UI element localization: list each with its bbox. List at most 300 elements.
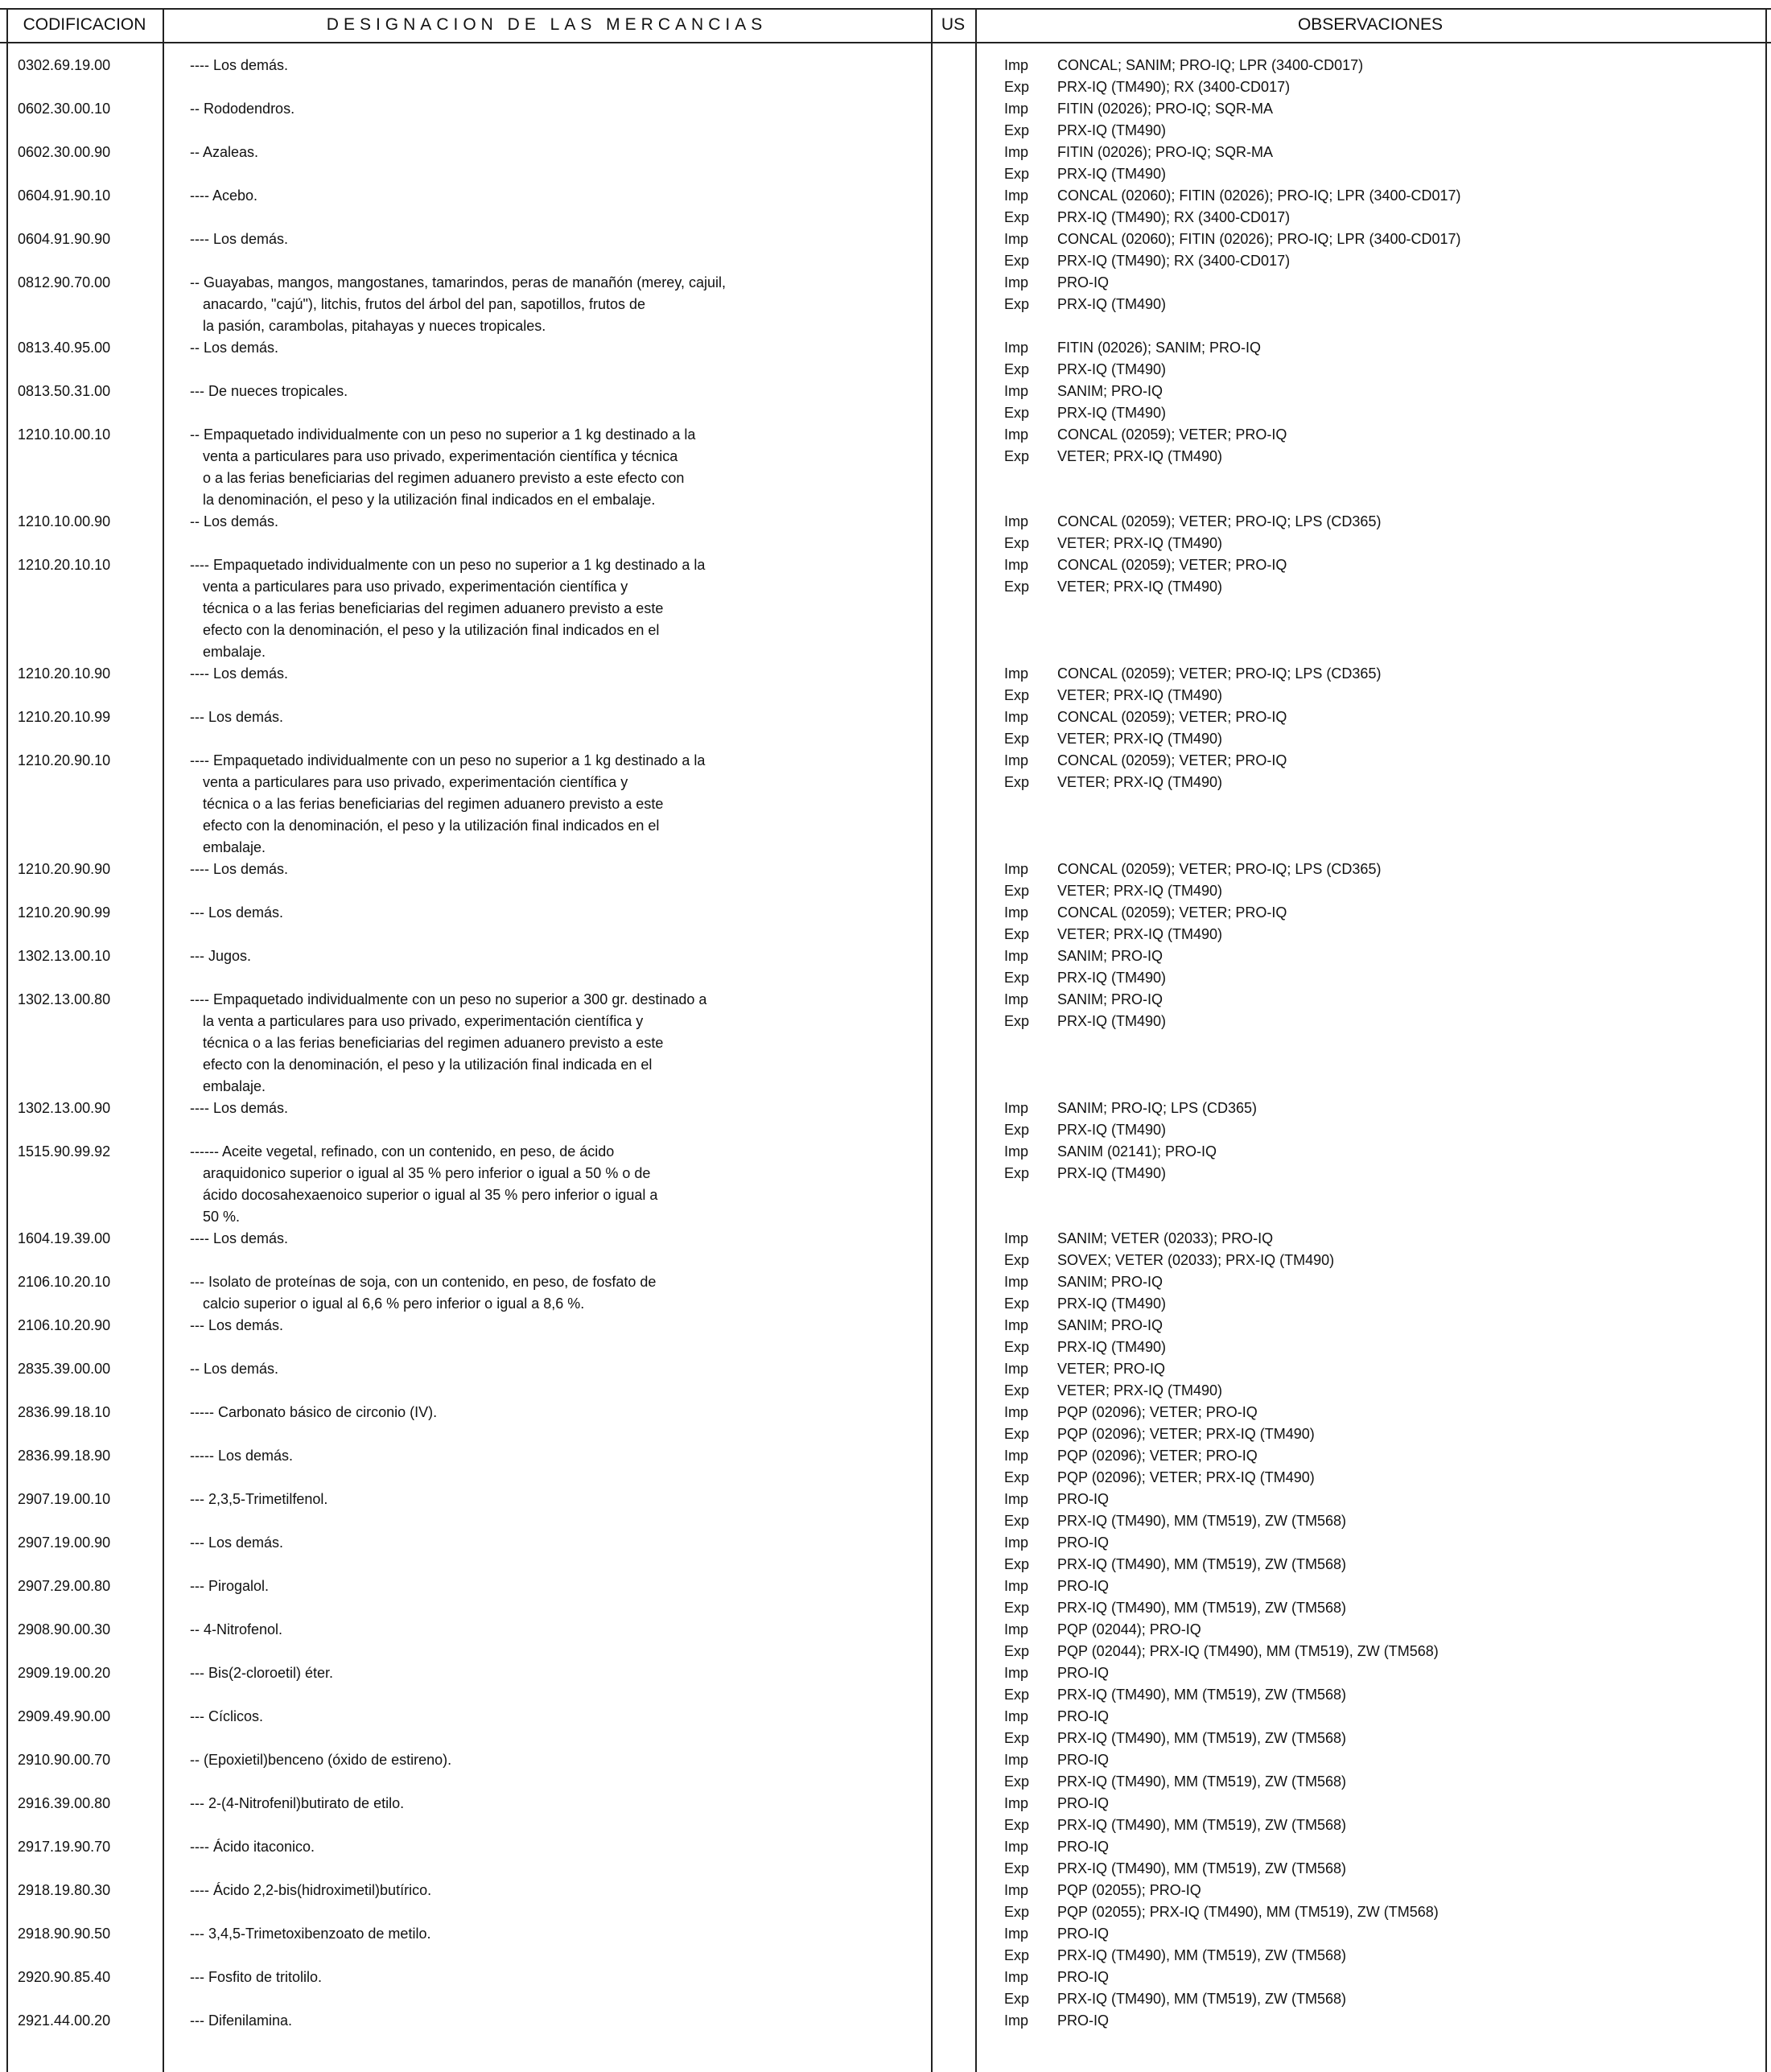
observations xyxy=(1004,1706,1769,1749)
control-codes: PRX-IQ (TM490); RX (3400-CD017) xyxy=(1057,209,1291,225)
designation-line: técnica o a las ferias beneficiarias del regimen aduanero previsto a este xyxy=(203,600,664,616)
observations xyxy=(1004,1880,1769,1923)
observation-line xyxy=(1004,337,1769,359)
designation-line: --- Bis(2-cloroetil) éter. xyxy=(190,1665,334,1681)
tariff-code: 1210.20.10.10 xyxy=(18,557,111,573)
goods-designation xyxy=(190,185,818,207)
trade-direction: Imp xyxy=(1004,1926,1029,1942)
observation-line xyxy=(1004,924,1769,945)
observations xyxy=(1004,989,1769,1032)
trade-direction: Exp xyxy=(1004,1730,1030,1746)
tariff-code: 2916.39.00.80 xyxy=(18,1795,111,1811)
trade-direction: Exp xyxy=(1004,535,1030,551)
designation-line: técnica o a las ferias beneficiarias del regimen aduanero previsto a este xyxy=(203,796,664,812)
goods-designation xyxy=(190,1967,818,1988)
designation-line: --- Isolato de proteínas de soja, con un contenido, en peso, de fosfato de xyxy=(190,1274,657,1290)
trade-direction: Exp xyxy=(1004,1513,1030,1529)
observation-line xyxy=(1004,381,1769,402)
control-codes: VETER; PRX-IQ (TM490) xyxy=(1057,579,1223,595)
goods-designation xyxy=(190,1923,818,1945)
goods-designation xyxy=(190,1749,818,1771)
header-codificacion: CODIFICACION xyxy=(23,15,146,34)
trade-direction: Exp xyxy=(1004,970,1030,986)
trade-direction: Imp xyxy=(1004,665,1029,682)
goods-designation xyxy=(190,2010,818,2032)
observation-line xyxy=(1004,1489,1769,1510)
observations xyxy=(1004,1532,1769,1576)
observation-line xyxy=(1004,728,1769,750)
goods-designation xyxy=(190,859,818,880)
observation-line xyxy=(1004,663,1769,685)
observations xyxy=(1004,55,1769,98)
goods-designation xyxy=(190,1402,818,1423)
control-codes: VETER; PRX-IQ (TM490) xyxy=(1057,926,1223,942)
trade-direction: Exp xyxy=(1004,1296,1030,1312)
observation-line xyxy=(1004,1771,1769,1793)
control-codes: FITIN (02026); SANIM; PRO-IQ xyxy=(1057,340,1262,356)
designation-line: efecto con la denominación, el peso y la utilización final indicados en el xyxy=(203,622,660,638)
observation-line xyxy=(1004,98,1769,120)
observation-line xyxy=(1004,533,1769,554)
goods-designation xyxy=(190,98,818,120)
trade-direction: Imp xyxy=(1004,2012,1029,2029)
designation-line: --- Los demás. xyxy=(190,904,284,921)
trade-direction: Imp xyxy=(1004,1404,1029,1420)
control-codes: SANIM; PRO-IQ xyxy=(1057,948,1164,964)
column-divider-designation xyxy=(931,8,933,2072)
control-codes: PRX-IQ (TM490) xyxy=(1057,1013,1167,1029)
tariff-code: 1302.13.00.10 xyxy=(18,948,111,964)
observations xyxy=(1004,337,1769,381)
designation-line: ---- Ácido itaconico. xyxy=(190,1839,315,1855)
trade-direction: Exp xyxy=(1004,1165,1030,1181)
control-codes: PRX-IQ (TM490), MM (TM519), ZW (TM568) xyxy=(1057,1991,1347,2007)
control-codes: PRO-IQ xyxy=(1057,274,1110,290)
designation-line: -- Los demás. xyxy=(190,340,279,356)
goods-designation xyxy=(190,1489,818,1510)
observation-line xyxy=(1004,576,1769,598)
tariff-code: 1210.20.90.99 xyxy=(18,904,111,921)
observation-line xyxy=(1004,1119,1769,1141)
observation-line xyxy=(1004,1967,1769,1988)
designation-line: ácido docosahexaenoico superior o igual al 35 % pero inferior o igual a xyxy=(203,1187,658,1203)
goods-designation xyxy=(190,1228,818,1250)
observation-line xyxy=(1004,1423,1769,1445)
tariff-code: 0813.50.31.00 xyxy=(18,383,111,399)
trade-direction: Exp xyxy=(1004,579,1030,595)
observations xyxy=(1004,185,1769,229)
trade-direction: Imp xyxy=(1004,1317,1029,1333)
tariff-code: 2921.44.00.20 xyxy=(18,2012,111,2029)
goods-designation xyxy=(190,1141,818,1228)
control-codes: PQP (02096); VETER; PRX-IQ (TM490) xyxy=(1057,1426,1315,1442)
observations xyxy=(1004,1141,1769,1184)
observations xyxy=(1004,1967,1769,2010)
tariff-code: 2106.10.20.10 xyxy=(18,1274,111,1290)
control-codes: PRX-IQ (TM490), MM (TM519), ZW (TM568) xyxy=(1057,1687,1347,1703)
observations xyxy=(1004,1662,1769,1706)
trade-direction: Exp xyxy=(1004,774,1030,790)
control-codes: PRO-IQ xyxy=(1057,1926,1110,1942)
observation-line xyxy=(1004,945,1769,967)
observation-line xyxy=(1004,446,1769,468)
trade-direction: Imp xyxy=(1004,1143,1029,1160)
goods-designation xyxy=(190,1793,818,1815)
control-codes: VETER; PRX-IQ (TM490) xyxy=(1057,731,1223,747)
trade-direction: Exp xyxy=(1004,1904,1030,1920)
trade-direction: Imp xyxy=(1004,1665,1029,1681)
designation-line: --- Fosfito de tritolilo. xyxy=(190,1969,323,1985)
trade-direction: Exp xyxy=(1004,1339,1030,1355)
control-codes: SANIM; PRO-IQ xyxy=(1057,1317,1164,1333)
trade-direction: Exp xyxy=(1004,1991,1030,2007)
tariff-code: 0602.30.00.10 xyxy=(18,101,111,117)
designation-line: venta a particulares para uso privado, experimentación científica y xyxy=(203,774,628,790)
observation-line xyxy=(1004,163,1769,185)
control-codes: VETER; PRO-IQ xyxy=(1057,1361,1166,1377)
observations xyxy=(1004,1358,1769,1402)
designation-line: efecto con la denominación, el peso y la utilización final indicada en el xyxy=(203,1057,653,1073)
goods-designation xyxy=(190,1445,818,1467)
control-codes: PRX-IQ (TM490) xyxy=(1057,166,1167,182)
tariff-code: 0604.91.90.90 xyxy=(18,231,111,247)
trade-direction: Exp xyxy=(1004,1817,1030,1833)
trade-direction: Imp xyxy=(1004,1795,1029,1811)
observation-line xyxy=(1004,685,1769,706)
observations xyxy=(1004,945,1769,989)
goods-designation xyxy=(190,1576,818,1597)
goods-designation xyxy=(190,945,818,967)
observation-line xyxy=(1004,1923,1769,1945)
designation-line: ------ Aceite vegetal, refinado, con un contenido, en peso, de ácido xyxy=(190,1143,615,1160)
observation-line xyxy=(1004,706,1769,728)
trade-direction: Imp xyxy=(1004,904,1029,921)
trade-direction: Exp xyxy=(1004,1426,1030,1442)
designation-line: ---- Empaquetado individualmente con un peso no superior a 300 gr. destinado a xyxy=(190,991,707,1007)
observation-line xyxy=(1004,880,1769,902)
observations xyxy=(1004,1315,1769,1358)
trade-direction: Imp xyxy=(1004,1274,1029,1290)
designation-line: calcio superior o igual al 6,6 % pero inferior o igual a 8,6 %. xyxy=(203,1296,585,1312)
observations xyxy=(1004,272,1769,315)
observation-line xyxy=(1004,1836,1769,1858)
observations xyxy=(1004,859,1769,902)
tariff-code: 2907.19.00.90 xyxy=(18,1534,111,1551)
tariff-code: 1210.20.10.99 xyxy=(18,709,111,725)
control-codes: SANIM; PRO-IQ xyxy=(1057,1274,1164,1290)
trade-direction: Imp xyxy=(1004,274,1029,290)
designation-line: --- Difenilamina. xyxy=(190,2012,293,2029)
designation-line: embalaje. xyxy=(203,839,266,855)
observation-line xyxy=(1004,554,1769,576)
control-codes: PRX-IQ (TM490) xyxy=(1057,1296,1167,1312)
observations xyxy=(1004,1489,1769,1532)
control-codes: CONCAL (02060); FITIN (02026); PRO-IQ; LPR (3400-CD017) xyxy=(1057,187,1461,204)
designation-line: --- De nueces tropicales. xyxy=(190,383,348,399)
tariff-code: 2909.49.90.00 xyxy=(18,1708,111,1724)
tariff-code: 1210.20.10.90 xyxy=(18,665,111,682)
observation-line xyxy=(1004,1293,1769,1315)
designation-line: ---- Los demás. xyxy=(190,57,289,73)
observation-line xyxy=(1004,120,1769,142)
designation-line: --- Los demás. xyxy=(190,1317,284,1333)
trade-direction: Exp xyxy=(1004,1600,1030,1616)
trade-direction: Imp xyxy=(1004,383,1029,399)
observations xyxy=(1004,1402,1769,1445)
trade-direction: Exp xyxy=(1004,448,1030,464)
observations xyxy=(1004,1836,1769,1880)
observation-line xyxy=(1004,185,1769,207)
observations xyxy=(1004,1228,1769,1271)
trade-direction: Exp xyxy=(1004,1469,1030,1485)
observation-line xyxy=(1004,142,1769,163)
control-codes: PRO-IQ xyxy=(1057,1752,1110,1768)
goods-designation xyxy=(190,1619,818,1641)
designation-line: ---- Empaquetado individualmente con un peso no superior a 1 kg destinado a la xyxy=(190,557,706,573)
observation-line xyxy=(1004,1576,1769,1597)
control-codes: PQP (02055); PRO-IQ xyxy=(1057,1882,1201,1898)
control-codes: VETER; PRX-IQ (TM490) xyxy=(1057,774,1223,790)
trade-direction: Imp xyxy=(1004,709,1029,725)
goods-designation xyxy=(190,554,818,663)
trade-direction: Imp xyxy=(1004,1448,1029,1464)
control-codes: VETER; PRX-IQ (TM490) xyxy=(1057,687,1223,703)
trade-direction: Imp xyxy=(1004,557,1029,573)
control-codes: CONCAL (02059); VETER; PRO-IQ xyxy=(1057,557,1287,573)
control-codes: PQP (02055); PRX-IQ (TM490), MM (TM519), ZW (TM568) xyxy=(1057,1904,1439,1920)
control-codes: PRX-IQ (TM490), MM (TM519), ZW (TM568) xyxy=(1057,1556,1347,1572)
trade-direction: Imp xyxy=(1004,1621,1029,1637)
observation-line xyxy=(1004,511,1769,533)
observation-line xyxy=(1004,1554,1769,1576)
control-codes: PQP (02044); PRO-IQ xyxy=(1057,1621,1201,1637)
goods-designation xyxy=(190,1836,818,1858)
designation-line: técnica o a las ferias beneficiarias del regimen aduanero previsto a este xyxy=(203,1035,664,1051)
control-codes: PRX-IQ (TM490), MM (TM519), ZW (TM568) xyxy=(1057,1947,1347,1963)
observations xyxy=(1004,1749,1769,1793)
trade-direction: Imp xyxy=(1004,340,1029,356)
observation-line xyxy=(1004,55,1769,76)
control-codes: SANIM; VETER (02033); PRO-IQ xyxy=(1057,1230,1274,1246)
trade-direction: Exp xyxy=(1004,883,1030,899)
observation-line xyxy=(1004,1684,1769,1706)
trade-direction: Imp xyxy=(1004,991,1029,1007)
trade-direction: Imp xyxy=(1004,1882,1029,1898)
designation-line: embalaje. xyxy=(203,1078,266,1094)
goods-designation xyxy=(190,337,818,359)
designation-line: ---- Los demás. xyxy=(190,861,289,877)
observation-line xyxy=(1004,1467,1769,1489)
observation-line xyxy=(1004,402,1769,424)
tariff-code: 2836.99.18.90 xyxy=(18,1448,111,1464)
control-codes: CONCAL (02059); VETER; PRO-IQ; LPS (CD365) xyxy=(1057,513,1382,529)
control-codes: CONCAL (02059); VETER; PRO-IQ xyxy=(1057,426,1287,443)
observation-line xyxy=(1004,1945,1769,1967)
observations xyxy=(1004,1576,1769,1619)
observations xyxy=(1004,142,1769,185)
designation-line: 50 %. xyxy=(203,1209,241,1225)
control-codes: CONCAL (02059); VETER; PRO-IQ xyxy=(1057,752,1287,768)
designation-line: -- Los demás. xyxy=(190,513,279,529)
observation-line xyxy=(1004,1271,1769,1293)
trade-direction: Exp xyxy=(1004,1013,1030,1029)
goods-designation xyxy=(190,1271,818,1315)
control-codes: PRO-IQ xyxy=(1057,1665,1110,1681)
header-divider xyxy=(0,42,1771,43)
trade-direction: Exp xyxy=(1004,166,1030,182)
observation-line xyxy=(1004,1402,1769,1423)
goods-designation xyxy=(190,272,818,337)
observation-line xyxy=(1004,989,1769,1011)
control-codes: PQP (02044); PRX-IQ (TM490), MM (TM519), ZW (TM568) xyxy=(1057,1643,1439,1659)
control-codes: FITIN (02026); PRO-IQ; SQR-MA xyxy=(1057,144,1274,160)
control-codes: PRX-IQ (TM490), MM (TM519), ZW (TM568) xyxy=(1057,1817,1347,1833)
goods-designation xyxy=(190,750,818,859)
observation-line xyxy=(1004,902,1769,924)
tariff-code: 2908.90.00.30 xyxy=(18,1621,111,1637)
control-codes: SANIM; PRO-IQ; LPS (CD365) xyxy=(1057,1100,1258,1116)
column-divider-us xyxy=(975,8,977,2072)
trade-direction: Imp xyxy=(1004,144,1029,160)
control-codes: PRO-IQ xyxy=(1057,1534,1110,1551)
observation-line xyxy=(1004,1380,1769,1402)
goods-designation xyxy=(190,511,818,533)
trade-direction: Imp xyxy=(1004,187,1029,204)
observations xyxy=(1004,2010,1769,2032)
trade-direction: Imp xyxy=(1004,1534,1029,1551)
observation-line xyxy=(1004,1988,1769,2010)
control-codes: PRX-IQ (TM490) xyxy=(1057,361,1167,377)
goods-designation xyxy=(190,706,818,728)
designation-line: la venta a particulares para uso privado, experimentación científica y xyxy=(203,1013,644,1029)
observation-line xyxy=(1004,1749,1769,1771)
control-codes: CONCAL (02059); VETER; PRO-IQ; LPS (CD365) xyxy=(1057,665,1382,682)
designation-line: -- Rododendros. xyxy=(190,101,295,117)
goods-designation xyxy=(190,1358,818,1380)
control-codes: PRX-IQ (TM490) xyxy=(1057,405,1167,421)
trade-direction: Imp xyxy=(1004,101,1029,117)
goods-designation xyxy=(190,1098,818,1119)
trade-direction: Imp xyxy=(1004,1361,1029,1377)
tariff-code: 2917.19.90.70 xyxy=(18,1839,111,1855)
control-codes: PRX-IQ (TM490), MM (TM519), ZW (TM568) xyxy=(1057,1860,1347,1876)
observations xyxy=(1004,1098,1769,1141)
tariff-code: 1515.90.99.92 xyxy=(18,1143,111,1160)
trade-direction: Exp xyxy=(1004,253,1030,269)
tariff-code: 2907.19.00.10 xyxy=(18,1491,111,1507)
designation-line: ---- Los demás. xyxy=(190,231,289,247)
observations xyxy=(1004,1923,1769,1967)
control-codes: CONCAL (02060); FITIN (02026); PRO-IQ; LPR (3400-CD017) xyxy=(1057,231,1461,247)
observation-line xyxy=(1004,1250,1769,1271)
designation-line: --- Los demás. xyxy=(190,709,284,725)
observation-line xyxy=(1004,229,1769,250)
goods-designation xyxy=(190,381,818,402)
observation-line xyxy=(1004,1619,1769,1641)
designation-line: venta a particulares para uso privado, experimentación científica y técnica xyxy=(203,448,678,464)
designation-line: anacardo, "cajú"), litchis, frutos del árbol del pan, sapotillos, frutos de xyxy=(203,296,646,312)
trade-direction: Exp xyxy=(1004,296,1030,312)
observations xyxy=(1004,902,1769,945)
designation-line: -- (Epoxietil)benceno (óxido de estireno). xyxy=(190,1752,452,1768)
tariff-code: 2909.19.00.20 xyxy=(18,1665,111,1681)
observation-line xyxy=(1004,1163,1769,1184)
control-codes: SOVEX; VETER (02033); PRX-IQ (TM490) xyxy=(1057,1252,1335,1268)
observation-line xyxy=(1004,1815,1769,1836)
designation-line: --- 3,4,5-Trimetoxibenzoato de metilo. xyxy=(190,1926,431,1942)
tariff-code: 0302.69.19.00 xyxy=(18,57,111,73)
tariff-code: 0602.30.00.90 xyxy=(18,144,111,160)
designation-line: -- Guayabas, mangos, mangostanes, tamarindos, peras de manañón (merey, cajuil, xyxy=(190,274,726,290)
control-codes: PRO-IQ xyxy=(1057,1969,1110,1985)
control-codes: PRO-IQ xyxy=(1057,1795,1110,1811)
trade-direction: Exp xyxy=(1004,122,1030,138)
control-codes: SANIM; PRO-IQ xyxy=(1057,991,1164,1007)
observations xyxy=(1004,1793,1769,1836)
table-border-left xyxy=(6,8,8,2072)
observations xyxy=(1004,424,1769,468)
tariff-code: 2836.99.18.10 xyxy=(18,1404,111,1420)
observation-line xyxy=(1004,967,1769,989)
control-codes: PRX-IQ (TM490), MM (TM519), ZW (TM568) xyxy=(1057,1773,1347,1790)
trade-direction: Exp xyxy=(1004,1643,1030,1659)
designation-line: --- Jugos. xyxy=(190,948,252,964)
trade-direction: Exp xyxy=(1004,405,1030,421)
tariff-code: 2907.29.00.80 xyxy=(18,1578,111,1594)
trade-direction: Imp xyxy=(1004,426,1029,443)
trade-direction: Imp xyxy=(1004,1969,1029,1985)
tariff-code: 2835.39.00.00 xyxy=(18,1361,111,1377)
trade-direction: Imp xyxy=(1004,231,1029,247)
tariff-code: 1210.20.90.90 xyxy=(18,861,111,877)
observation-line xyxy=(1004,1228,1769,1250)
control-codes: PQP (02096); VETER; PRO-IQ xyxy=(1057,1448,1258,1464)
control-codes: PRO-IQ xyxy=(1057,1491,1110,1507)
table-border-top xyxy=(0,8,1771,10)
control-codes: PRX-IQ (TM490) xyxy=(1057,970,1167,986)
trade-direction: Imp xyxy=(1004,1752,1029,1768)
control-codes: PQP (02096); VETER; PRO-IQ xyxy=(1057,1404,1258,1420)
control-codes: PQP (02096); VETER; PRX-IQ (TM490) xyxy=(1057,1469,1315,1485)
control-codes: SANIM (02141); PRO-IQ xyxy=(1057,1143,1217,1160)
goods-designation xyxy=(190,1532,818,1554)
trade-direction: Exp xyxy=(1004,687,1030,703)
trade-direction: Imp xyxy=(1004,1708,1029,1724)
control-codes: VETER; PRX-IQ (TM490) xyxy=(1057,1382,1223,1398)
trade-direction: Exp xyxy=(1004,1860,1030,1876)
trade-direction: Imp xyxy=(1004,1491,1029,1507)
observations xyxy=(1004,1619,1769,1662)
goods-designation xyxy=(190,989,818,1098)
control-codes: PRX-IQ (TM490) xyxy=(1057,1165,1167,1181)
observations xyxy=(1004,750,1769,793)
designation-line: -- 4-Nitrofenol. xyxy=(190,1621,283,1637)
observation-line xyxy=(1004,1597,1769,1619)
observation-line xyxy=(1004,76,1769,98)
observation-line xyxy=(1004,294,1769,315)
trade-direction: Imp xyxy=(1004,513,1029,529)
goods-designation xyxy=(190,1662,818,1684)
observation-line xyxy=(1004,750,1769,772)
tariff-code: 1302.13.00.80 xyxy=(18,991,111,1007)
observation-line xyxy=(1004,1445,1769,1467)
designation-line: ---- Ácido 2,2-bis(hidroximetil)butírico. xyxy=(190,1882,432,1898)
trade-direction: Exp xyxy=(1004,1382,1030,1398)
header-designacion: DESIGNACION DE LAS MERCANCIAS xyxy=(326,15,768,34)
designation-line: --- Los demás. xyxy=(190,1534,284,1551)
observations xyxy=(1004,511,1769,554)
designation-line: --- 2,3,5-Trimetilfenol. xyxy=(190,1491,328,1507)
